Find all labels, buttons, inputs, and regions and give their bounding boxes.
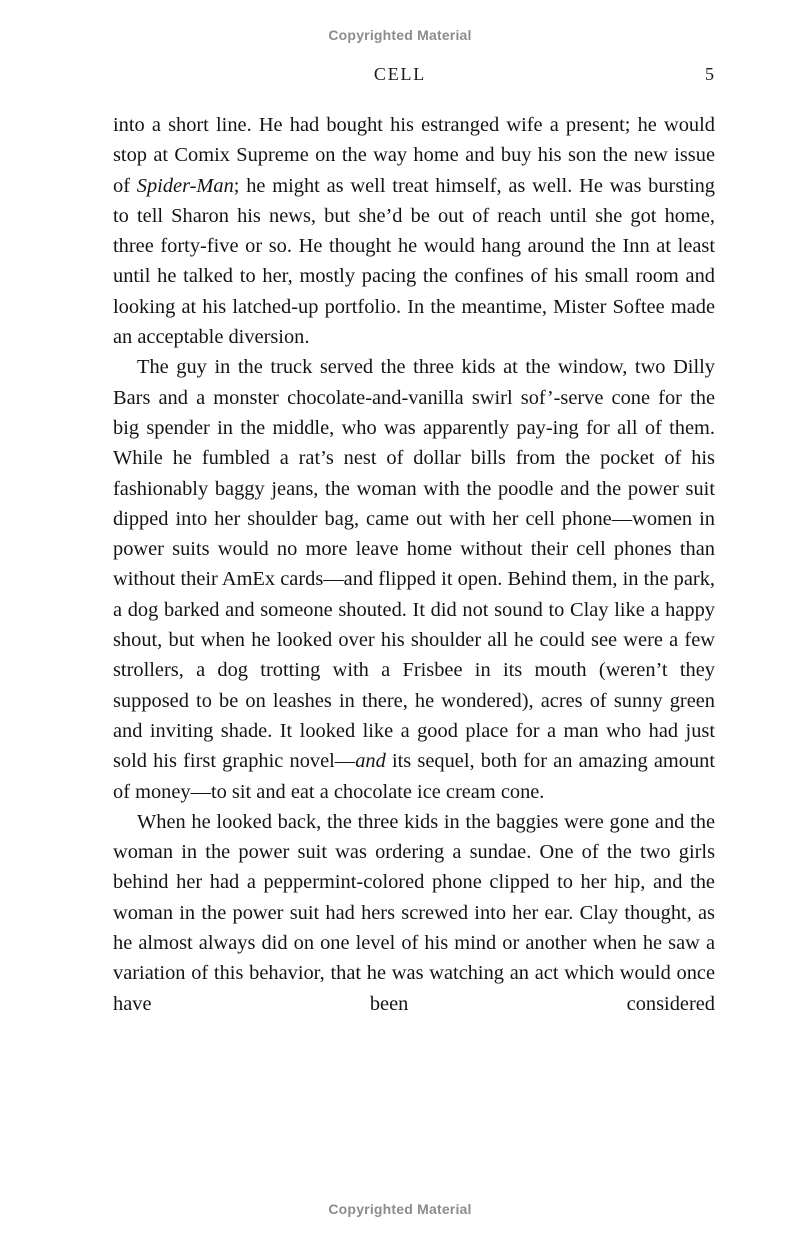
italic-emphasis-and: and (355, 750, 386, 773)
running-head (0, 64, 800, 90)
paragraph-3-text: When he looked back, the three kids in the baggies were gone and the woman in the power suit was ordering a sundae. One of the two girls behind her had a peppermint-colored phone clipped to her hip, and the woman in the power suit had hers screwed into her ear. Clay thought, as he almost always did on one level of his mind or another when he saw a variation of this behavior, that he was watching an act which would once have been considered (113, 810, 715, 1015)
italic-title-spider-man: Spider-Man (136, 174, 234, 197)
copyright-watermark-bottom: Copyrighted Material (328, 1201, 472, 1217)
running-head-title: CELL (373, 64, 427, 84)
paragraph-3 (113, 807, 715, 1019)
body-text (113, 110, 715, 1019)
paragraph-2 (113, 352, 715, 806)
page-number: 5 (705, 64, 714, 84)
paragraph-1-text-cont: ; he might as well treat himself, as well. He was bursting to tell Sharon his news, but she’d be out of reach until she got home, three forty-five or so. He thought he would hang around the Inn at least until he talked to her, mostly pacing the confines of his small room and looking at his latched-up portfolio. In the meantime, Mister Softee made an acceptable diversion. (113, 174, 715, 349)
paragraph-2-text: The guy in the truck served the three kids at the window, two Dilly Bars and a monster chocolate-and-vanilla swirl sof’-serve cone for the big spender in the middle, who was apparently pay-ing for all of them. While he fumbled a rat’s nest of dollar bills from the pocket of his fashionably baggy jeans, the woman with the poodle and the power suit dipped into her shoulder bag, came out with her cell phone—women in power suits would no more leave home without their cell phones than without their AmEx cards—and flipped it open. Behind them, in the park, a dog barked and someone shouted. It did not sound to Clay like a happy shout, but when he looked over his shoulder all he could see were a few strollers, a dog trotting with a Frisbee in its mouth (weren’t they supposed to be on leashes in there, he wondered), acres of sunny green and inviting shade. It looked like a good place for a man who had just sold his first graphic novel— (113, 356, 715, 773)
paragraph-1 (113, 110, 715, 352)
paragraph-2-text-cont: its sequel, both for an amazing amount of money—to sit and eat a chocolate ice cream cone. (113, 750, 715, 803)
copyright-watermark-top: Copyrighted Material (328, 27, 472, 43)
paragraph-1-text: into a short line. He had bought his estranged wife a present; he would stop at Comix Supreme on the way home and buy his son the new issue of (113, 114, 715, 197)
